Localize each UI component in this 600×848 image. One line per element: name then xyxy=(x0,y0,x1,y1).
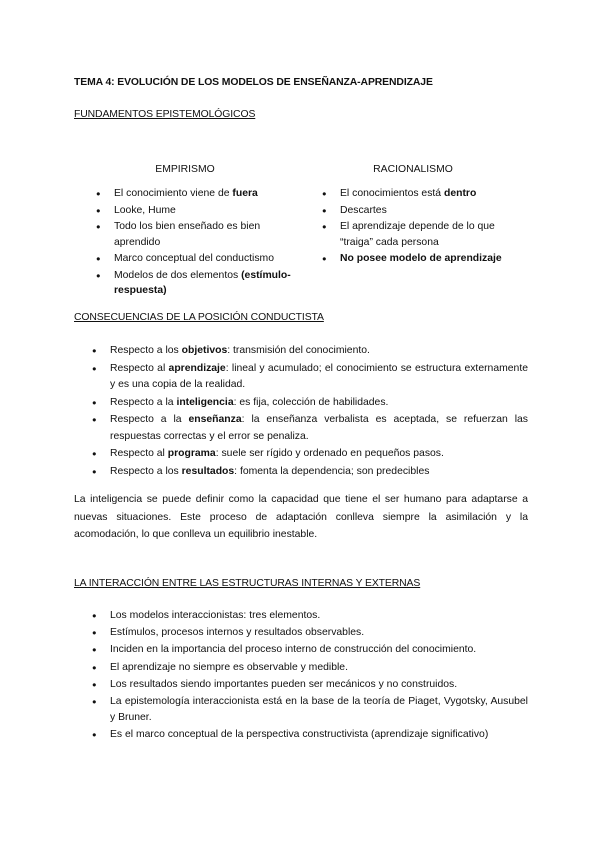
list-item: ● Los resultados siendo importantes pueden ser mecánicos y no construidos. xyxy=(92,677,528,693)
list-item: ● Todo los bien enseñado es bien aprendido xyxy=(96,219,294,250)
interaccion-list xyxy=(92,608,528,745)
list-item: ● Respecto a los objetivos: transmisión del conocimiento. xyxy=(92,343,528,360)
list-item: ● Respecto a la inteligencia: es fija, colección de habilidades. xyxy=(92,395,528,412)
list-item: ● El conocimientos está dentro xyxy=(322,186,522,202)
consecuencias-list xyxy=(92,343,528,481)
racionalismo-list xyxy=(322,186,522,268)
heading-consecuencias: CONSECUENCIAS DE LA POSICIÓN CONDUCTISTA xyxy=(74,312,324,323)
heading-interaccion: LA INTERACCIÓN ENTRE LAS ESTRUCTURAS INTERNAS Y EXTERNAS xyxy=(74,578,421,589)
list-item: ● Respecto al aprendizaje: lineal y acumulado; el conocimiento se estructura externamente y es una copia de la realidad. xyxy=(92,361,528,394)
list-item: ● Es el marco conceptual de la perspectiva constructivista (aprendizaje significativo) xyxy=(92,727,528,743)
list-item: ● El conocimiento viene de fuera xyxy=(96,186,294,202)
list-item: ● Respecto a la enseñanza: la enseñanza verbalista es aceptada, se refuerzan las respuestas correctas y el error se penaliza. xyxy=(92,412,528,445)
heading-empirismo: EMPIRISMO xyxy=(155,164,215,175)
list-item: ● El aprendizaje no siempre es observable y medible. xyxy=(92,660,528,676)
list-item: ● Modelos de dos elementos (estímulo-respuesta) xyxy=(96,268,294,299)
list-item: ● Descartes xyxy=(322,203,522,219)
list-item: ● La epistemología interaccionista está en la base de la teoría de Piaget, Vygotsky, Ausubel y Bruner. xyxy=(92,694,528,726)
list-item: ● Inciden en la importancia del proceso interno de construcción del conocimiento. xyxy=(92,642,528,658)
list-item: ● Respecto a los resultados: fomenta la dependencia; son predecibles xyxy=(92,464,528,481)
list-item: ● No posee modelo de aprendizaje xyxy=(322,251,522,267)
inteligencia-paragraph: La inteligencia se puede definir como la capacidad que tiene el ser humano para adaptarse a nuevas situaciones. Este proceso de adaptación conlleva siempre la asimilación y la acomodación, lo que conlleva un equilibrio inestable. xyxy=(74,494,528,540)
list-item: ● Estímulos, procesos internos y resultados observables. xyxy=(92,625,528,641)
list-item: ● Looke, Hume xyxy=(96,203,294,219)
document-title: TEMA 4: EVOLUCIÓN DE LOS MODELOS DE ENSEÑANZA-APRENDIZAJE xyxy=(74,77,433,88)
heading-fundamentos: FUNDAMENTOS EPISTEMOLÓGICOS xyxy=(74,109,256,120)
list-item: ● Los modelos interaccionistas: tres elementos. xyxy=(92,608,528,624)
list-item: ● Respecto al programa: suele ser rígido y ordenado en pequeños pasos. xyxy=(92,446,528,463)
list-item: ● Marco conceptual del conductismo xyxy=(96,251,294,267)
empirismo-list xyxy=(96,186,294,300)
heading-racionalismo: RACIONALISMO xyxy=(373,164,453,175)
list-item: ● El aprendizaje depende de lo que “traiga” cada persona xyxy=(322,219,522,250)
